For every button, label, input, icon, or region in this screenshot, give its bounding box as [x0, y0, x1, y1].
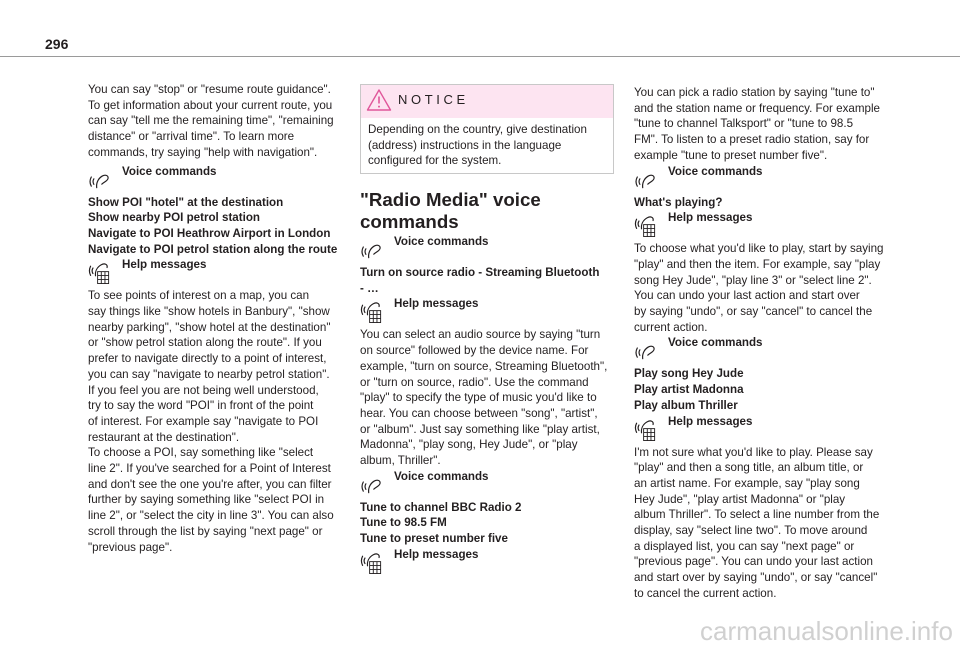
help-message-paragraph: I'm not sure what you'd like to play. Please say "play" and then a song title, an album title, or an artist name. For example, say "play song Hey Jude", "play artist Madonna" or "play album Thriller". To select a line number from the display, say "select line two". To move around a displayed list, you can say "next page" or "previous page". You can undo your last action and start over by saying "undo", or say "cancel" to cancel the current action.	[634, 445, 880, 600]
help-messages-row	[88, 257, 358, 288]
page-number: 296	[45, 36, 69, 52]
column-middle	[360, 84, 630, 578]
voice-commands-label: Voice commands	[394, 469, 489, 483]
help-messages-label: Help messages	[394, 547, 479, 561]
voice-command-list	[634, 366, 904, 413]
voice-command-icon	[88, 168, 110, 190]
help-message-paragraph: To see points of interest on a map, you can say things like "show hotels in Banbury", "show nearby parking", "show hotel at the destination" or "show petrol station along the route". If you prefer to navigate directly to a point of interest, you can say "navigate to nearby petrol station". If you feel you are not being well understood, try to say the word "POI" in front of the point of interest. For example say "navigate to POI restaurant at the destination". To choose a POI, say something like "select line 2". If you've searched for a Point of Interest and don't see the one you're after, you can filter further by saying something like "select POI in line 2", or "select the city in line 3". You can also scroll through the list by saying "next page" or "previous page".	[88, 289, 334, 554]
notice-header	[361, 85, 613, 118]
voice-command-icon	[360, 238, 382, 260]
voice-command-example: Play song Hey Jude	[634, 367, 744, 381]
voice-command-example: Show POI "hotel" at the destination	[88, 195, 284, 209]
help-messages-row	[360, 296, 630, 327]
column-right	[634, 85, 904, 602]
help-messages-label: Help messages	[668, 211, 753, 225]
help-messages-row	[360, 547, 630, 578]
radio-intro-paragraph: You can pick a radio station by saying "tune to" and the station name or frequency. For example "tune to channel Talksport" or "tune to 98.5 FM". To listen to a preset radio station, say for example "tune to preset number five".	[634, 86, 880, 162]
voice-command-icon	[360, 473, 382, 495]
voice-commands-label: Voice commands	[122, 164, 217, 178]
voice-command-example: Navigate to POI Heathrow Airport in London	[88, 226, 331, 240]
notice-title: NOTICE	[398, 92, 469, 107]
header-rule	[0, 56, 960, 57]
voice-commands-label: Voice commands	[668, 336, 763, 350]
voice-commands-row	[360, 234, 630, 265]
help-message-icon	[360, 299, 382, 325]
watermark-logo: carmanualsonline.info	[700, 616, 953, 646]
voice-commands-label: Voice commands	[668, 164, 763, 178]
voice-command-icon	[634, 168, 656, 190]
voice-command-icon	[634, 339, 656, 361]
help-message-icon	[634, 213, 656, 239]
notice-box	[360, 84, 614, 174]
voice-command-list	[634, 195, 904, 211]
voice-commands-row	[360, 469, 630, 500]
voice-commands-row	[634, 164, 904, 195]
voice-command-example: Navigate to POI petrol station along the route	[88, 242, 338, 256]
column-left	[88, 82, 358, 555]
help-message-paragraph: To choose what you'd like to play, start by saying "play" and then the item. For example, say "play song Hey Jude", "play line 3" or "select line 2". You can undo your last action and start over by saying "undo", or say "cancel" to cancel the current action.	[634, 242, 884, 334]
help-messages-label: Help messages	[122, 258, 207, 272]
voice-command-example: Tune to preset number five	[360, 532, 508, 546]
warning-triangle-icon	[366, 88, 392, 112]
voice-command-list	[360, 265, 630, 296]
navigation-intro-paragraph: You can say "stop" or "resume route guidance". To get information about your current route, you can say "tell me the remaining time", "remaining distance" or "arrival time". To learn more commands, try saying "help with navigation".	[88, 83, 334, 159]
voice-command-example: Tune to 98.5 FM	[360, 516, 447, 530]
help-messages-label: Help messages	[668, 414, 753, 428]
voice-command-example: What's playing?	[634, 195, 723, 209]
help-messages-row	[634, 210, 904, 241]
voice-commands-row	[634, 335, 904, 366]
voice-commands-row	[88, 164, 358, 195]
help-messages-label: Help messages	[394, 297, 479, 311]
notice-text: Depending on the country, give destination (address) instructions in the language configured for the system.	[368, 123, 587, 168]
help-message-icon	[88, 260, 110, 286]
voice-command-example: Play artist Madonna	[634, 383, 744, 397]
voice-command-example: Play album Thriller	[634, 398, 738, 412]
help-messages-row	[634, 414, 904, 445]
voice-command-list	[360, 500, 630, 547]
voice-command-example: Turn on source radio - Streaming Bluetooth - …	[360, 266, 600, 295]
help-message-icon	[634, 417, 656, 443]
voice-commands-label: Voice commands	[394, 235, 489, 248]
help-message-icon	[360, 550, 382, 576]
help-message-paragraph: You can select an audio source by saying "turn on source" followed by the device name. For example, "turn on source, Streaming Bluetooth", or "turn on source, radio". Use the command "play" to specify the type of music you'd like to hear. You can choose between "song", "artist", or "album". Just say something like "play artist, Madonna", "play song, Hey Jude", or "play album, Thriller".	[360, 328, 608, 468]
voice-command-list	[88, 195, 358, 258]
voice-command-example: Show nearby POI petrol station	[88, 211, 260, 225]
voice-command-example: Tune to channel BBC Radio 2	[360, 500, 522, 514]
radio-media-section-heading: "Radio Media" voice commands	[360, 189, 541, 232]
